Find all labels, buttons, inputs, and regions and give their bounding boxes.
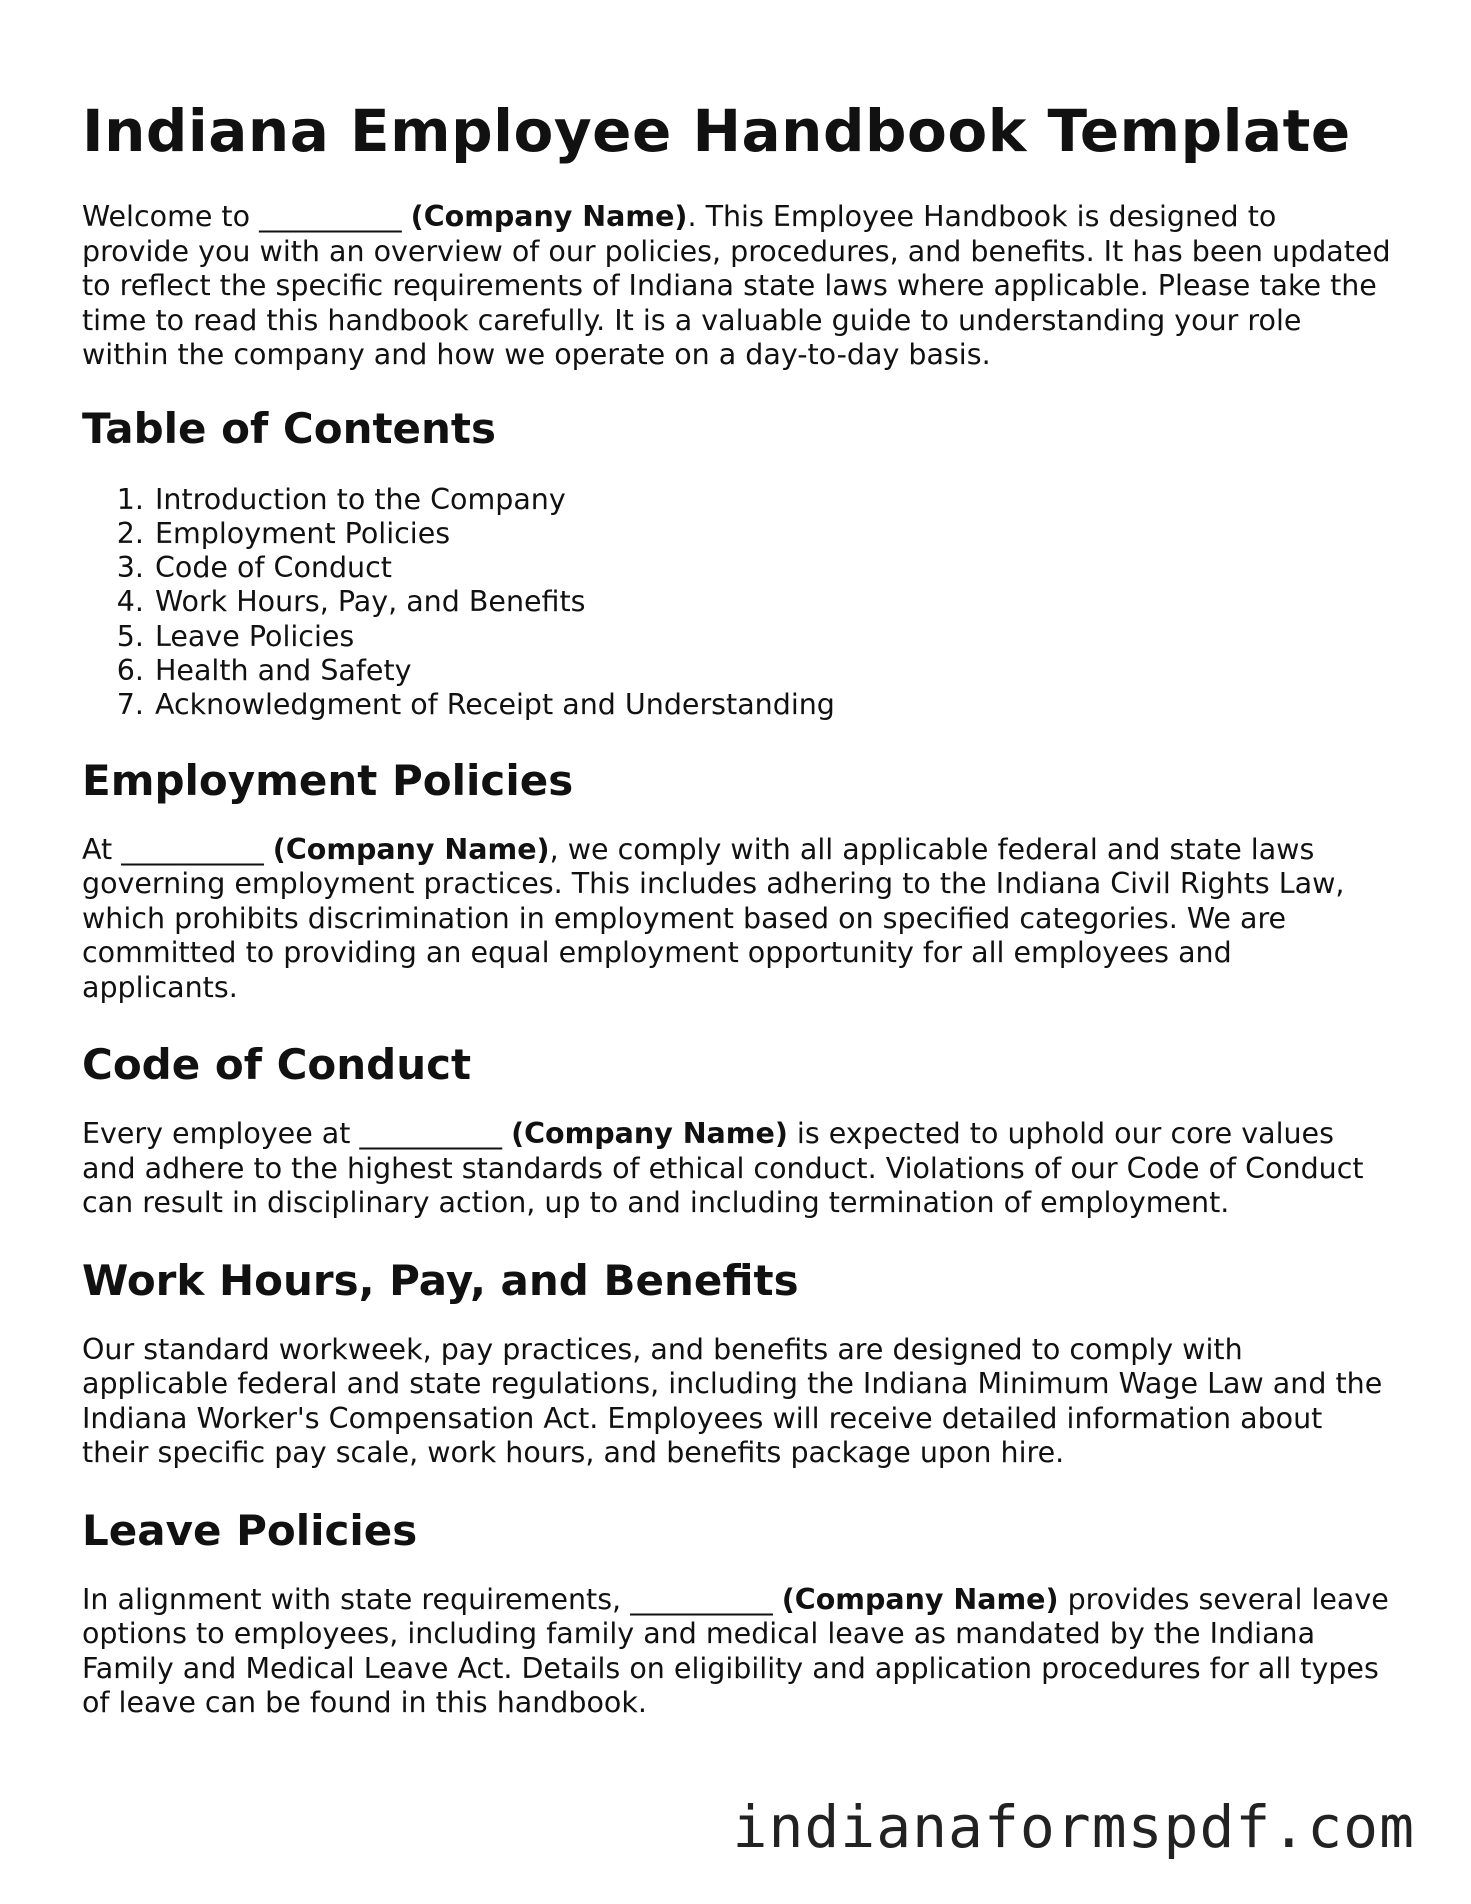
section-paragraph-code-of-conduct	[82, 1117, 1392, 1221]
section-paragraph-employment-policies	[82, 833, 1392, 1006]
section-heading-employment-policies: Employment Policies	[82, 755, 574, 805]
section-heading-work-hours: Work Hours, Pay, and Benefits	[82, 1255, 799, 1305]
intro-paragraph	[82, 200, 1392, 373]
paragraph-text-before: In alignment with state requirements,	[82, 1582, 631, 1616]
company-name-label: (Company Name)	[410, 200, 688, 233]
company-name-blank: __________	[121, 832, 264, 866]
site-watermark: indianaformspdf.com	[732, 1793, 1415, 1861]
section-paragraph-work-hours: Our standard workweek, pay practices, and benefits are designed to comply with applicable federal and state regulations, including the Indiana Minimum Wage Law and the Indiana Worker's Compensation Act. Employees will receive detailed information about their specific pay scale, work hours, and benefits package upon hire.	[82, 1332, 1383, 1470]
company-name-label: (Company Name)	[781, 1582, 1059, 1616]
section-heading-leave-policies: Leave Policies	[82, 1505, 418, 1555]
company-name-label: (Company Name)	[272, 832, 550, 866]
company-name-blank: __________	[630, 1582, 773, 1616]
company-name-blank: __________	[259, 200, 402, 233]
toc-item: 1. Introduction to the Company	[153, 483, 1392, 517]
toc-item: 4. Work Hours, Pay, and Benefits	[153, 585, 1392, 619]
document-page	[82, 96, 1392, 1755]
toc-item: 2. Employment Policies	[153, 517, 1392, 551]
toc-item: 5. Leave Policies	[153, 620, 1392, 654]
paragraph-text-after: , we comply with all applicable federal and state laws governing employment practices. This includes adhering to the Indiana Civil Rights Law, which prohibits discrimination in employment based on specified categories. We are committed to providing an equal employment opportunity for all employees and applicants.	[82, 832, 1345, 1004]
section-heading-code-of-conduct: Code of Conduct	[82, 1040, 472, 1090]
paragraph-text-before: Every employee at	[82, 1117, 360, 1151]
paragraph-text-after: provides several leave options to employees, including family and medical leave as mandated by the Indiana Family and Medical Leave Act. Details on eligibility and application procedures for all types of leave can be found in this handbook.	[82, 1582, 1389, 1720]
toc-heading: Table of Contents	[82, 403, 497, 453]
toc-list	[82, 483, 1392, 723]
paragraph-text-after: is expected to uphold our core values and adhere to the highest standards of ethical conduct. Violations of our Code of Conduct can result in disciplinary action, up to and including termination of employment.	[82, 1117, 1364, 1220]
company-name-blank: __________	[359, 1117, 502, 1151]
toc-item: 7. Acknowledgment of Receipt and Understanding	[153, 688, 1392, 722]
section-paragraph-leave-policies	[82, 1583, 1392, 1721]
paragraph-text-before: At	[82, 832, 122, 866]
intro-text-after: . This Employee Handbook is designed to provide you with an overview of our policies, procedures, and benefits. It has been updated to reflect the specific requirements of Indiana state laws where applicable. Please take the time to read this handbook carefully. It is a valuable guide to understanding your role within the company and how we operate on a day-to-day basis.	[82, 200, 1391, 371]
company-name-label: (Company Name)	[511, 1117, 788, 1151]
intro-text-before: Welcome to	[82, 200, 260, 233]
toc-item: 6. Health and Safety	[153, 654, 1392, 688]
document-title: Indiana Employee Handbook Template	[82, 97, 1351, 165]
toc-item: 3. Code of Conduct	[153, 551, 1392, 585]
